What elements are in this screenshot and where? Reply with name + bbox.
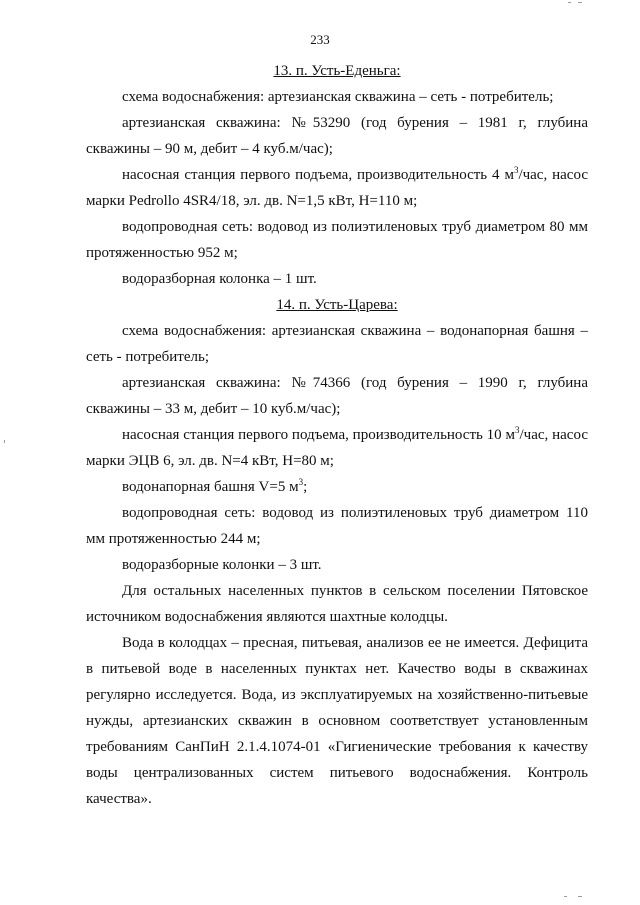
paragraph: водоразборные колонки – 3 шт. <box>122 557 322 573</box>
paragraph: артезианская скважина: №74366 (год бурения – 1990 г, глубина скважины – 33 м, дебит – 10 куб.м/час); <box>86 375 588 417</box>
paragraph: артезианская скважина: №53290 (год бурения – 1981 г, глубина скважины – 90 м, дебит – 4 куб.м/час); <box>86 115 588 157</box>
paragraph: водонапорная башня V=5 $м^3$; <box>122 477 308 495</box>
closing-paragraph: Вода в колодцах – пресная, питьевая, анализов ее не имеется. Дефицита в питьевой воде в населенных пунктах нет. Качество воды в скважинах регулярно исследуется. Вода, из эксплуатируемых на хозяйственно-питьевые нужды, артезианских скважин в основном соответствует установленным требованиям СанПиН 2.1.4.1074-01 «Гигиенические требования к качеству воды централизованных систем питьевого водоснабжения. Контроль качества». <box>86 635 588 807</box>
closing-paragraph: Для остальных населенных пунктов в сельском поселении Пятовское источником водоснабжения являются шахтные колодцы. <box>86 583 588 625</box>
paragraph: схема водоснабжения: артезианская скважина – водонапорная башня – сеть - потребитель; <box>86 323 588 365</box>
scan-mark <box>564 896 567 897</box>
scan-mark <box>568 2 571 3</box>
paragraph: насосная станция первого подъема, производительность 10 $м^3$/час, насос марки ЭЦВ 6, эл. дв. N=4 кВт, H=80 м; <box>86 425 588 469</box>
page-number: 233 <box>310 32 330 47</box>
scan-mark <box>578 2 582 3</box>
paragraph: схема водоснабжения: артезианская скважина – сеть - потребитель; <box>122 89 554 105</box>
paragraph: насосная станция первого подъема, производительность 4 $м^3$/час, насос марки Pedrollo 4SR4/18, эл. дв. N=1,5 кВт, H=110 м; <box>86 165 588 209</box>
paragraph: водопроводная сеть: водовод из полиэтиленовых труб диаметром 80 мм протяженностью 952 м; <box>86 219 588 261</box>
document-body <box>86 58 588 812</box>
scan-mark <box>578 896 582 897</box>
paragraph: водоразборная колонка – 1 шт. <box>122 271 317 287</box>
scan-mark <box>4 440 5 443</box>
paragraph: водопроводная сеть: водовод из полиэтиленовых труб диаметром 110 мм протяженностью 244 м; <box>86 505 588 547</box>
section-heading: 13. п. Усть-Еденьга: <box>273 63 401 79</box>
section-heading: 14. п. Усть-Царева: <box>276 297 398 313</box>
